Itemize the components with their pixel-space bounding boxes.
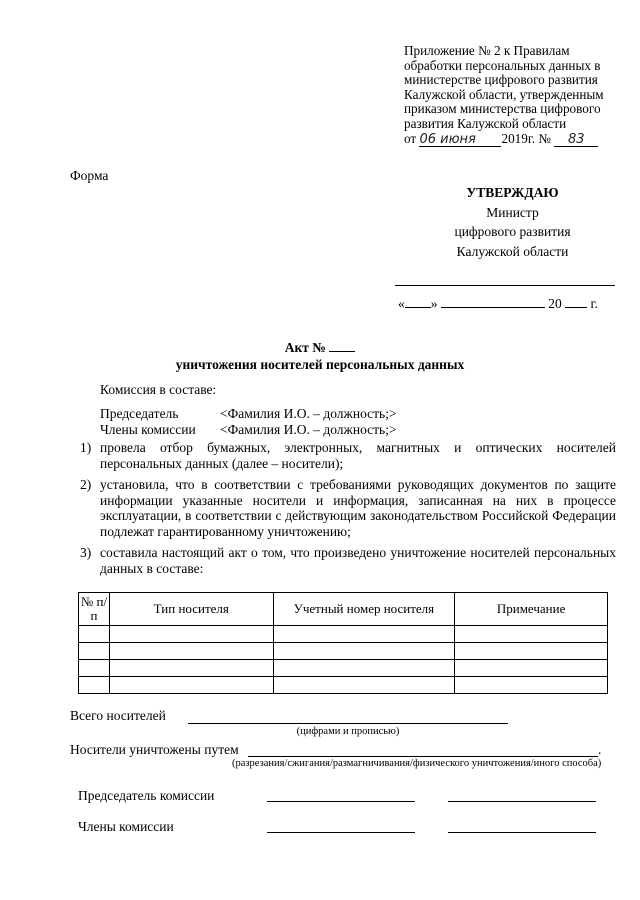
chair-name-line xyxy=(448,801,596,802)
date-suffix: 2019г. № xyxy=(501,130,551,146)
approval-position-line: цифрового развития xyxy=(454,224,571,239)
table-cell xyxy=(79,643,110,660)
table-cell xyxy=(79,677,110,694)
list-item-text: провела отбор бумажных, электронных, магнитных и оптических носителей персональных данных (далее – носители); xyxy=(100,440,616,471)
destroy-method-hint: (разрезания/сжигания/размагничивания/физического уничтожения/иного способа) xyxy=(232,758,602,769)
list-item-text: составила настоящий акт о том, что произведено уничтожение носителей персональных данных в составе: xyxy=(100,545,616,576)
approval-date-line xyxy=(398,295,598,312)
chair-row xyxy=(100,406,397,422)
chair-label: Председатель xyxy=(100,406,179,421)
destroy-method-label: Носители уничтожены путем xyxy=(70,742,239,757)
act-number-blank xyxy=(329,339,355,352)
form-label: Форма xyxy=(70,168,109,183)
table-cell xyxy=(79,626,110,643)
table-cell xyxy=(455,660,608,677)
close-quote: » xyxy=(430,296,438,311)
approval-position-line: Калужской области xyxy=(456,243,569,259)
table-cell xyxy=(109,677,273,694)
table-cell xyxy=(455,626,608,643)
chair-signature-line xyxy=(267,801,415,802)
table-row xyxy=(79,643,608,660)
media-table xyxy=(78,592,608,694)
approval-title: УТВЕРЖДАЮ xyxy=(466,185,559,200)
column-header-account-number: Учетный номер носителя xyxy=(273,593,455,626)
total-hint: (цифрами и прописью) xyxy=(296,726,400,737)
minister-signature-line xyxy=(395,285,615,286)
column-header-type: Тип носителя xyxy=(109,593,273,626)
approval-position-line: Министр xyxy=(486,204,539,220)
members-label: Члены комиссии xyxy=(100,421,196,437)
year-prefix: 20 xyxy=(548,296,562,311)
table-cell xyxy=(273,677,455,694)
table-row xyxy=(79,677,608,694)
table-cell xyxy=(455,677,608,694)
total-blank-line xyxy=(188,723,508,724)
member-signature-line xyxy=(267,832,415,833)
act-title-line xyxy=(0,339,640,356)
open-quote: « xyxy=(398,296,405,311)
commission-members xyxy=(100,406,397,437)
appendix-line: развития Калужской области xyxy=(404,115,567,131)
table-cell xyxy=(79,660,110,677)
year-blank xyxy=(565,295,587,308)
table-cell xyxy=(455,643,608,660)
member-name-line xyxy=(448,832,596,833)
commission-intro: Комиссия в составе: xyxy=(100,382,217,397)
chair-value: <Фамилия И.О. – должность;> xyxy=(220,406,397,421)
act-heading xyxy=(0,339,640,373)
handwritten-number: 83 xyxy=(554,133,598,147)
list-item xyxy=(80,440,616,471)
list-item-text: установила, что в соответствии с требованиями руководящих документов по защите информации указанные носители и информация, записанная на них в процессе эксплуатации, в соответствии с действующим законодательством Российской Федерации подлежат гарантированному уничтожению; xyxy=(100,477,616,539)
table-cell xyxy=(273,643,455,660)
appendix-line: Приложение № 2 к Правилам xyxy=(404,43,570,58)
act-title: Акт № xyxy=(284,340,326,355)
members-row xyxy=(100,422,397,438)
month-blank xyxy=(441,295,545,308)
list-item-number: 2) xyxy=(80,477,92,492)
appendix-note xyxy=(404,44,624,147)
destroy-method-blank-line xyxy=(248,756,598,757)
table-cell xyxy=(109,660,273,677)
appendix-date-line xyxy=(404,132,624,147)
table-row xyxy=(79,660,608,677)
chair-signature-label: Председатель комиссии xyxy=(78,788,215,803)
appendix-line: Калужской области, утвержденным xyxy=(404,86,604,102)
appendix-line: министерстве цифрового развития xyxy=(404,72,598,88)
year-suffix: г. xyxy=(590,296,598,311)
column-header-number: № п/п xyxy=(79,593,110,626)
total-label: Всего носителей xyxy=(70,708,166,723)
act-subtitle: уничтожения носителей персональных данных xyxy=(175,357,465,372)
table-cell xyxy=(273,660,455,677)
destroy-method-end: . xyxy=(598,742,602,757)
members-value: <Фамилия И.О. – должность;> xyxy=(220,421,397,437)
table-cell xyxy=(109,643,273,660)
table-cell xyxy=(109,626,273,643)
table-row xyxy=(79,626,608,643)
date-prefix: от xyxy=(404,130,417,146)
findings-list xyxy=(80,440,616,582)
column-header-note: Примечание xyxy=(455,593,608,626)
list-item-number: 1) xyxy=(80,440,92,455)
approval-block xyxy=(430,183,595,261)
appendix-line: обработки персональных данных в xyxy=(404,57,601,73)
list-item-number: 3) xyxy=(80,545,92,560)
list-item xyxy=(80,545,616,576)
appendix-line: приказом министерства цифрового xyxy=(404,101,601,117)
list-item xyxy=(80,477,616,539)
day-blank xyxy=(405,295,431,308)
handwritten-date: 06 июня xyxy=(419,133,501,147)
table-cell xyxy=(273,626,455,643)
members-signature-label: Члены комиссии xyxy=(78,819,174,834)
table-header-row xyxy=(79,593,608,626)
